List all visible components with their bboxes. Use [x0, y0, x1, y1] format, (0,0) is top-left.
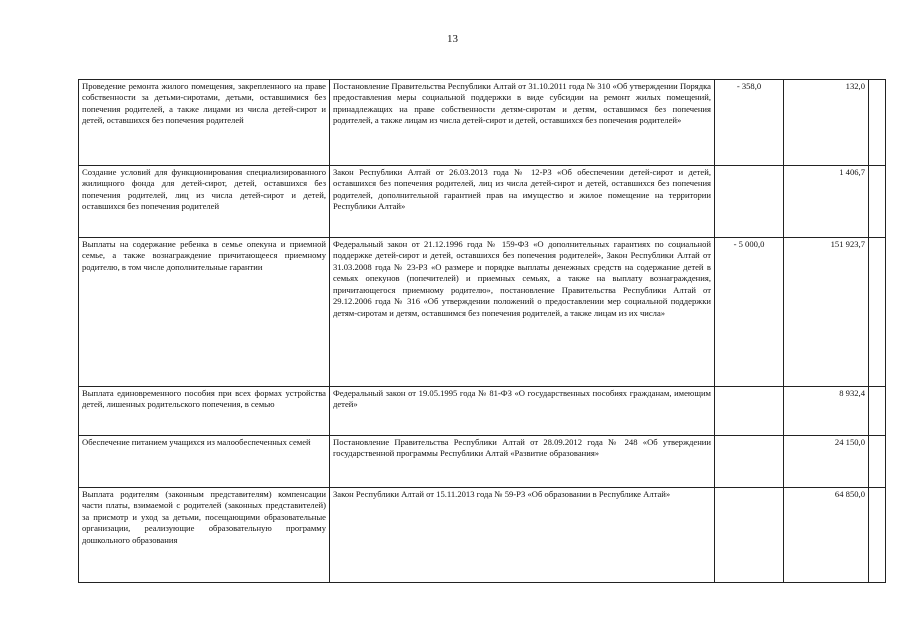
measure-cell: Проведение ремонта жилого помещения, закрепленного на праве собственности за детьми-сиротами, детьми, оставшимися без попечения родителей, а также лицами из числа детей-сирот и детей, оставшихся без попечения родителей — [79, 80, 330, 166]
measures-table — [78, 79, 886, 583]
measure-cell: Выплата родителям (законным представителям) компенсации части платы, взимаемой с родителей (законных представителей) за присмотр и уход за детьми, посещающими образовательные организации, реализующие образовательную программу дошкольного образования — [79, 488, 330, 583]
measure-cell: Обеспечение питанием учащихся из малообеспеченных семей — [79, 436, 330, 488]
empty-cell — [869, 387, 886, 436]
legal-basis-cell: Закон Республики Алтай от 26.03.2013 года № 12-РЗ «Об обеспечении детей-сирот и детей, оставшихся без попечения родителей, лиц из числа детей-сирот и детей, оставшихся без попечения родителей, дополнительной гарантией прав на имущество и жилое помещение на территории Республики Алтай» — [330, 166, 715, 238]
amount-cell: 8 932,4 — [784, 387, 869, 436]
amount-cell: 151 923,7 — [784, 238, 869, 387]
empty-cell — [869, 80, 886, 166]
measure-cell: Выплата единовременного пособия при всех формах устройства детей, лишенных родительского попечения, в семью — [79, 387, 330, 436]
empty-cell — [869, 166, 886, 238]
table-row — [79, 488, 886, 583]
table-row — [79, 436, 886, 488]
payment-cell — [715, 488, 784, 583]
measure-cell: Создание условий для функционирования специализированного жилищного фонда для детей-сирот, детей, оставшихся без попечения родителей, лиц из числа детей-сирот и детей, оставшихся без попечения родителей — [79, 166, 330, 238]
payment-cell — [715, 387, 784, 436]
measure-cell: Выплаты на содержание ребенка в семье опекуна и приемной семье, а также вознаграждение причитающееся приемному родителю, в том числе дополнительные гарантии — [79, 238, 330, 387]
legal-basis-cell: Постановление Правительства Республики Алтай от 28.09.2012 года № 248 «Об утверждении государственной программы Республики Алтай «Развитие образования» — [330, 436, 715, 488]
table-row — [79, 166, 886, 238]
empty-cell — [869, 436, 886, 488]
table-row — [79, 238, 886, 387]
empty-cell — [869, 238, 886, 387]
page-number: 13 — [447, 33, 458, 45]
payment-cell: - 358,0 — [715, 80, 784, 166]
legal-basis-cell: Федеральный закон от 21.12.1996 года № 159-ФЗ «О дополнительных гарантиях по социальной поддержке детей-сирот и детей, оставшихся без попечения родителей», Закон Республики Алтай от 31.03.2008 года № 23-РЗ «О размере и порядке выплаты денежных средств на содержание детей в семьях опекунов (попечителей) и приемных семьях, а также на выплату вознаграждения, причитающегося приемному родителю», постановление Правительства Республики Алтай от 29.12.2006 года № 316 «Об утверждении положений о предоставлении мер социальной поддержки детям-сиротам и детям, оставшимся без попечения родителей, а также лицам из их числа» — [330, 238, 715, 387]
legal-basis-cell: Постановление Правительства Республики Алтай от 31.10.2011 года № 310 «Об утверждении Порядка предоставления меры социальной поддержки в виде субсидии на ремонт жилых помещений, принадлежащих на праве собственности детям-сиротам и детям, оставшимся без попечения родителей, а также лицам из числа детей-сирот и детей, оставшихся без попечения родителей» — [330, 80, 715, 166]
legal-basis-cell: Закон Республики Алтай от 15.11.2013 года № 59-РЗ «Об образовании в Республике Алтай» — [330, 488, 715, 583]
amount-cell: 24 150,0 — [784, 436, 869, 488]
legal-basis-cell: Федеральный закон от 19.05.1995 года № 81-ФЗ «О государственных пособиях гражданам, имеющим детей» — [330, 387, 715, 436]
amount-cell: 132,0 — [784, 80, 869, 166]
empty-cell — [869, 488, 886, 583]
payment-cell — [715, 166, 784, 238]
table-row — [79, 80, 886, 166]
amount-cell: 64 850,0 — [784, 488, 869, 583]
payment-cell: - 5 000,0 — [715, 238, 784, 387]
payment-cell — [715, 436, 784, 488]
amount-cell: 1 406,7 — [784, 166, 869, 238]
table-row — [79, 387, 886, 436]
